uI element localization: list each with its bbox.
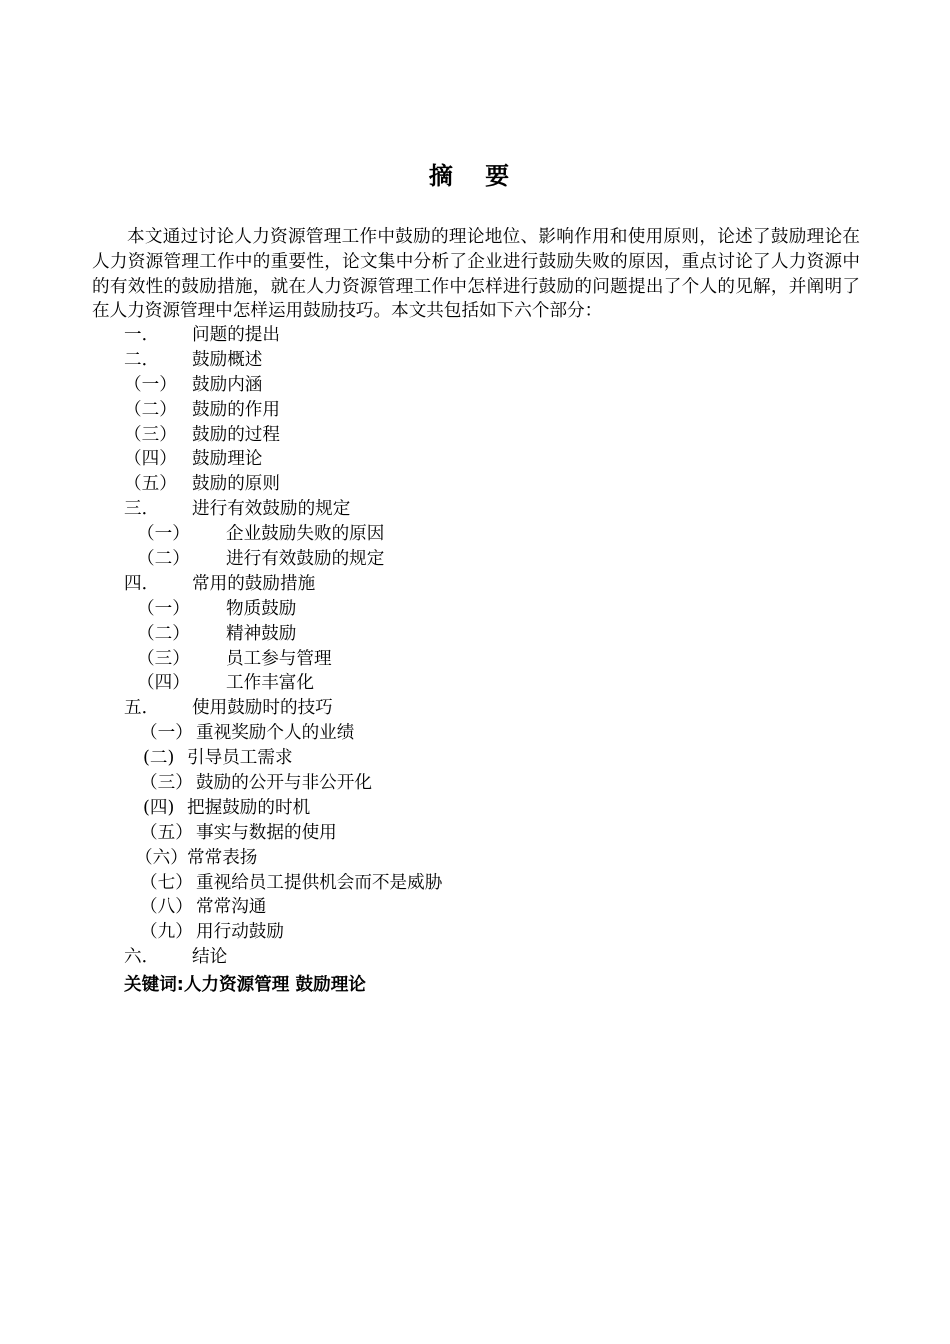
outline-item-number: （二）	[137, 623, 190, 644]
outline-item-text: 物质鼓励	[226, 598, 297, 619]
outline-item-number: （三）	[124, 424, 177, 445]
outline-item-number: （四）	[137, 673, 190, 694]
outline-item-number: (四)	[143, 797, 175, 818]
outline-item-text: 常常沟通	[196, 897, 267, 918]
outline-item-number: （五）	[124, 474, 177, 495]
outline-item	[0, 447, 950, 472]
outline-item-number: 四．	[124, 573, 160, 594]
outline-item-text: 事实与数据的使用	[196, 822, 337, 843]
outline-item-text: 鼓励理论	[192, 449, 263, 470]
outline-item-text: 精神鼓励	[226, 623, 297, 644]
outline-item	[0, 771, 950, 796]
outline-item-number: （二）	[124, 399, 177, 420]
outline-item-number: （八）	[140, 897, 193, 918]
outline-item	[0, 423, 950, 448]
keywords-line	[124, 971, 366, 996]
outline-item-text: 鼓励概述	[192, 349, 263, 370]
outline-item	[0, 945, 950, 970]
outline-item-text: 企业鼓励失败的原因	[226, 524, 385, 545]
outline-item	[0, 721, 950, 746]
outline-item-text: 进行有效鼓励的规定	[226, 549, 385, 570]
outline-item-text: 引导员工需求	[187, 748, 293, 769]
outline-item-text: 鼓励的过程	[192, 424, 280, 445]
outline-item-number: （九）	[140, 922, 193, 943]
outline-item	[0, 497, 950, 522]
outline-item-text: 重视奖励个人的业绩	[196, 723, 355, 744]
page-title: 摘 要	[428, 162, 522, 190]
outline-item-number: 一．	[124, 325, 160, 345]
outline-item-text: 工作丰富化	[226, 673, 314, 694]
keywords-value: 人力资源管理 鼓励理论	[183, 975, 366, 995]
outline-item	[0, 647, 950, 672]
outline-item	[0, 597, 950, 622]
outline-item-number: （一）	[140, 723, 193, 744]
outline-item-number: （一）	[124, 374, 177, 395]
outline-item	[0, 895, 950, 920]
outline-item-number: （一）	[137, 598, 190, 619]
outline-list	[0, 323, 950, 970]
outline-item	[0, 547, 950, 572]
outline-item-text: 鼓励的作用	[192, 399, 280, 420]
outline-item-number: （三）	[140, 773, 193, 794]
outline-item	[0, 373, 950, 398]
outline-item-number: 六．	[124, 947, 160, 968]
outline-item	[0, 323, 950, 348]
outline-item	[0, 398, 950, 423]
outline-item-text: 常常表扬	[187, 847, 258, 868]
outline-item	[0, 572, 950, 597]
outline-item	[0, 696, 950, 721]
outline-item	[0, 348, 950, 373]
outline-item-text: 鼓励内涵	[192, 374, 263, 395]
outline-item-text: 鼓励的原则	[192, 474, 280, 495]
outline-item-text: 使用鼓励时的技巧	[192, 698, 333, 719]
outline-item-number: (二)	[143, 748, 175, 769]
outline-item-text: 鼓励的公开与非公开化	[196, 773, 372, 794]
outline-item	[0, 871, 950, 896]
abstract-paragraph: 本文通过讨论人力资源管理工作中鼓励的理论地位、影响作用和使用原则，论述了鼓励理论在人力资源管理工作中的重要性，论文集中分析了企业进行鼓励失败的原因，重点讨论了人力资源中的有效性的鼓励措施，就在人力资源管理工作中怎样进行鼓励的问题提出了个人的见解，并阐明了在人力资源管理中怎样运用鼓励技巧。本文共包括如下六个部分：	[92, 227, 860, 322]
outline-item	[0, 671, 950, 696]
outline-item-text: 员工参与管理	[226, 648, 332, 669]
outline-item-number: 二．	[124, 349, 160, 370]
outline-item	[0, 821, 950, 846]
outline-item-text: 问题的提出	[192, 325, 280, 345]
outline-item-number: （三）	[137, 648, 190, 669]
outline-item	[0, 622, 950, 647]
outline-item-number: 三．	[124, 499, 160, 520]
outline-item	[0, 796, 950, 821]
outline-item-number: （四）	[124, 449, 177, 470]
keywords-label: 关键词:	[124, 975, 184, 995]
outline-item-text: 常用的鼓励措施	[192, 573, 316, 594]
outline-item	[0, 846, 950, 871]
outline-item-number: 五．	[124, 698, 160, 719]
outline-item-text: 进行有效鼓励的规定	[192, 499, 351, 520]
outline-item	[0, 920, 950, 945]
outline-item-text: 重视给员工提供机会而不是威胁	[196, 872, 443, 893]
outline-item	[0, 746, 950, 771]
outline-item-text: 把握鼓励的时机	[187, 797, 311, 818]
outline-item-number: （二）	[137, 549, 190, 570]
outline-item-number: （五）	[140, 822, 193, 843]
outline-item-text: 用行动鼓励	[196, 922, 284, 943]
outline-item	[0, 522, 950, 547]
outline-item-number: （六）	[135, 847, 188, 868]
outline-item-number: （七）	[140, 872, 193, 893]
outline-item-number: （一）	[137, 524, 190, 545]
outline-item-text: 结论	[192, 947, 228, 968]
outline-item	[0, 472, 950, 497]
